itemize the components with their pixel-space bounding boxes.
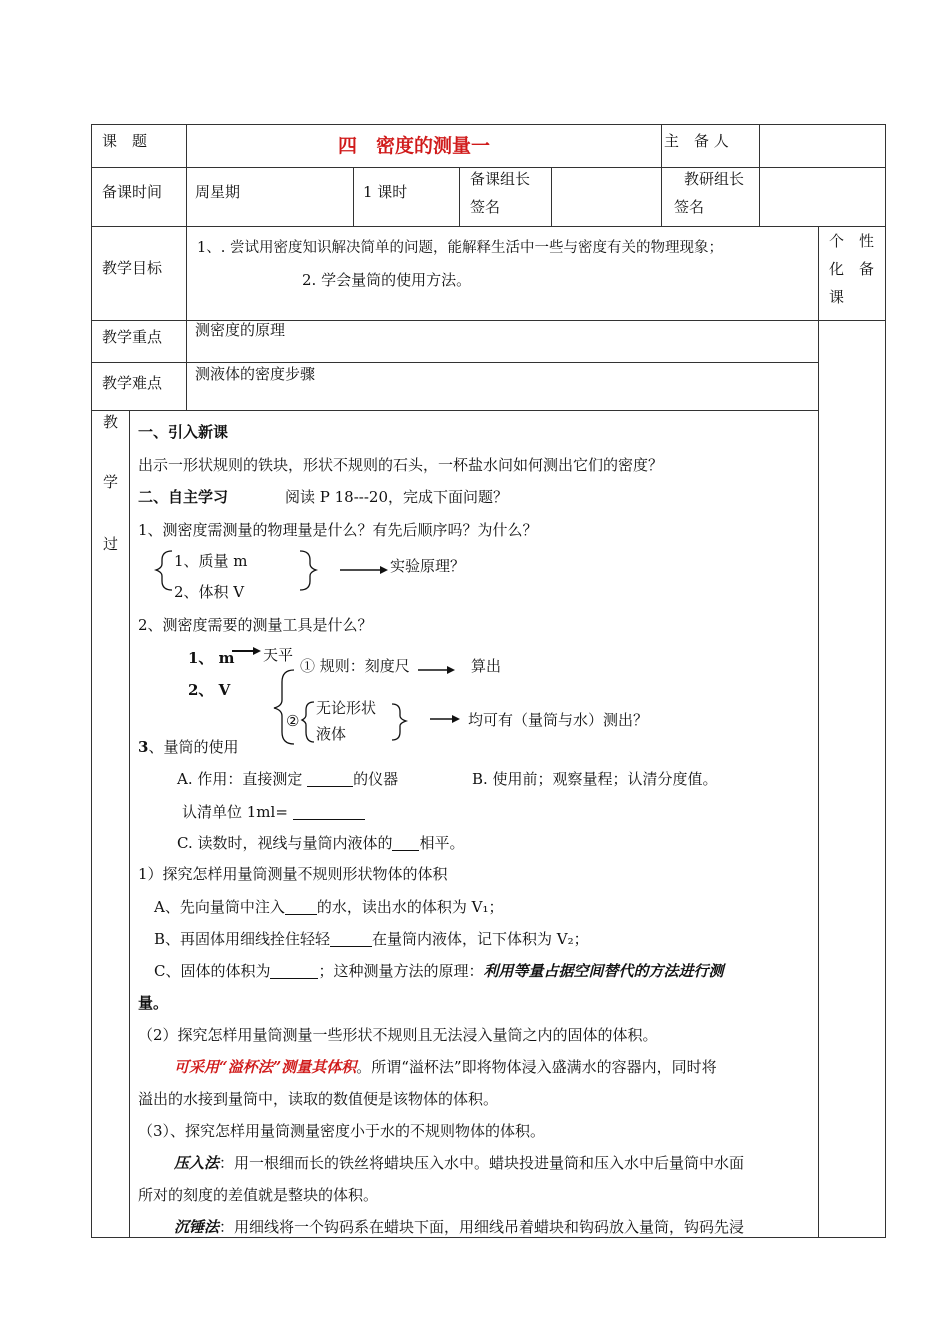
- explore-2-text-2: 溢出的水接到量筒中，读取的数值便是该物体的体积。: [138, 1090, 499, 1108]
- blank-field[interactable]: [307, 770, 353, 787]
- q3-a-tail: 的仪器: [353, 770, 399, 788]
- q3-item-b: B. 使用前；观察量程；认清分度值。: [472, 770, 718, 788]
- row-divider: [91, 226, 886, 227]
- explore-1-b: [154, 929, 589, 949]
- e1-c-principle: 利用等量占据空间替代的方法进行测: [483, 962, 724, 980]
- personal-prep-line3: 课: [829, 288, 845, 306]
- group-leader-label: 备课组长: [470, 170, 531, 188]
- key-point-label: 教学重点: [102, 328, 163, 346]
- arrow-head-icon: [253, 647, 261, 655]
- e1-c-mid: ；这种测量方法的原理：: [318, 962, 484, 980]
- tool-m: 1、 m: [188, 649, 235, 667]
- research-leader-sign: 签名: [674, 198, 705, 216]
- question-3-number: 3: [138, 738, 149, 756]
- difficulty-text: 测液体的密度步骤: [195, 365, 316, 383]
- header-divider: [551, 167, 552, 226]
- process-column-divider: [129, 410, 130, 1238]
- arrow-head-icon: [452, 715, 460, 723]
- blank-field[interactable]: [392, 834, 419, 851]
- header-divider: [661, 124, 662, 226]
- table-border-left: [91, 124, 92, 1238]
- any-shape: 无论形状: [316, 699, 377, 717]
- section-1-title: 一、引入新课: [138, 423, 229, 441]
- table-border-bottom: [91, 1237, 886, 1238]
- process-label-char: 教: [103, 413, 119, 431]
- row-divider: [91, 362, 819, 363]
- e1-a-tail: 的水，读出水的体积为 V₁；: [316, 898, 504, 916]
- q3-c-text: C. 读数时，视线与量筒内液体的: [177, 834, 393, 852]
- q3-c-tail: 相平。: [419, 834, 465, 852]
- volume-item: 2、体积 V: [174, 583, 245, 601]
- goal-2: 2. 学会量筒的使用方法。: [302, 271, 472, 289]
- explore-2-text-1: [174, 1057, 717, 1077]
- regular-shape: ① 规则：刻度尺: [300, 657, 410, 675]
- process-label-char: 过: [103, 535, 119, 553]
- sink-method: [174, 1217, 744, 1237]
- blank-field[interactable]: [270, 962, 318, 979]
- explore-2: （2）探究怎样用量筒测量一些形状不规则且无法浸入量筒之内的固体的体积。: [138, 1026, 658, 1044]
- e1-b-tail: 在量筒内液体，记下体积为 V₂；: [372, 930, 589, 948]
- q3-unit-text: 认清单位 1ml=: [182, 803, 288, 821]
- section-1-text: 出示一形状规则的铁块，形状不规则的石头，一杯盐水问如何测出它们的密度？: [138, 456, 664, 474]
- press-method-cont: 所对的刻度的差值就是整块的体积。: [138, 1186, 379, 1204]
- sink-method-text: ：用细线将一个钩码系在蜡块下面，用细线吊着蜡块和钩码放入量筒，钩码先浸: [219, 1218, 745, 1236]
- mass-item: 1、质量 m: [174, 552, 248, 570]
- explore-1-c-end: 量。: [138, 994, 169, 1012]
- left-brace-icon: [274, 670, 294, 744]
- left-brace-icon: [302, 702, 314, 742]
- research-leader-label: 教研组长: [684, 170, 745, 188]
- question-2: 2、测密度需要的测量工具是什么？: [138, 616, 373, 634]
- question-3-title: 、量筒的使用: [148, 738, 239, 756]
- explore-3: （3）、探究怎样用量筒测量密度小于水的不规则物体的体积。: [138, 1122, 546, 1140]
- explore-1: 1）探究怎样用量筒测量不规则形状物体的体积: [138, 865, 448, 883]
- q3-item-a: [177, 769, 398, 789]
- e2-text-1: 。所谓“溢杯法”即将物体浸入盛满水的容器内，同时将: [356, 1058, 717, 1076]
- explore-1-c: [154, 961, 724, 981]
- sink-method-name: 沉锤法: [174, 1218, 220, 1236]
- header-divider: [353, 167, 354, 226]
- table-border-right: [885, 124, 886, 1238]
- group-leader-sign: 签名: [470, 198, 501, 216]
- periods-label: 1 课时: [363, 183, 408, 201]
- personal-prep-line2: 化 备: [829, 260, 875, 278]
- week-label: 周星期: [195, 183, 241, 201]
- section-2-reading: 阅读 P 18---20，完成下面问题？: [285, 488, 509, 506]
- e1-b-text: B、再固体用细线拴住轻轻: [154, 930, 331, 948]
- prep-time-label: 备课时间: [102, 183, 163, 201]
- calculate-label: 算出: [471, 657, 502, 675]
- section-2-title: 二、自主学习: [138, 488, 229, 506]
- q3-item-c: [177, 833, 465, 853]
- press-method: [174, 1153, 744, 1173]
- row-divider: [91, 410, 819, 411]
- overflow-method: 可采用“溢杯法”测量其体积: [174, 1058, 357, 1076]
- right-brace-icon: [300, 551, 316, 590]
- key-point-text: 测密度的原理: [195, 321, 286, 339]
- goal-1: 1、. 尝试用密度知识解决简单的问题，能解释生活中一些与密度有关的物理现象；: [197, 240, 723, 256]
- arrow-head-icon: [447, 666, 455, 674]
- circle-2-label: ②: [286, 712, 300, 730]
- question-3: [138, 737, 238, 757]
- press-method-name: 压入法: [174, 1154, 220, 1172]
- q3-a-text: A. 作用：直接测定: [177, 770, 303, 788]
- left-brace-icon: [156, 551, 172, 590]
- header-divider: [459, 167, 460, 226]
- arrow-head-icon: [380, 566, 388, 574]
- blank-field[interactable]: [293, 803, 365, 820]
- blank-field[interactable]: [330, 930, 372, 947]
- q3-unit: [182, 802, 365, 822]
- difficulty-label: 教学难点: [102, 374, 163, 392]
- principle-question: 实验原理？: [390, 557, 466, 575]
- right-brace-icon: [392, 704, 406, 740]
- explore-1-a: [154, 897, 503, 917]
- tool-v: 2、 V: [188, 681, 231, 699]
- personal-prep-line1: 个 性: [829, 232, 875, 250]
- label-column-divider: [186, 124, 187, 410]
- goals-label: 教学目标: [102, 259, 163, 277]
- preparer-label: 主 备 人: [664, 132, 729, 150]
- table-border-top: [91, 124, 886, 125]
- page-title: 四 密度的测量一: [338, 135, 491, 157]
- question-1: 1、测密度需测量的物理量是什么？有先后顺序吗？为什么？: [138, 521, 538, 539]
- blank-field[interactable]: [285, 898, 317, 915]
- e1-c-text: C、固体的体积为: [154, 962, 271, 980]
- liquid-label: 液体: [316, 725, 347, 743]
- cylinder-measure: 均可有（量筒与水）测出？: [468, 711, 649, 729]
- row-divider: [91, 167, 886, 168]
- personal-column-divider: [818, 226, 819, 1238]
- process-label-char: 学: [103, 473, 119, 491]
- e1-a-text: A、先向量筒中注入: [154, 898, 285, 916]
- topic-label: 课 题: [102, 132, 148, 150]
- header-divider: [759, 124, 760, 226]
- tool-balance: 天平: [263, 646, 294, 664]
- press-method-text: ：用一根细而长的铁丝将蜡块压入水中。蜡块投进量筒和压入水中后量筒中水面: [219, 1154, 745, 1172]
